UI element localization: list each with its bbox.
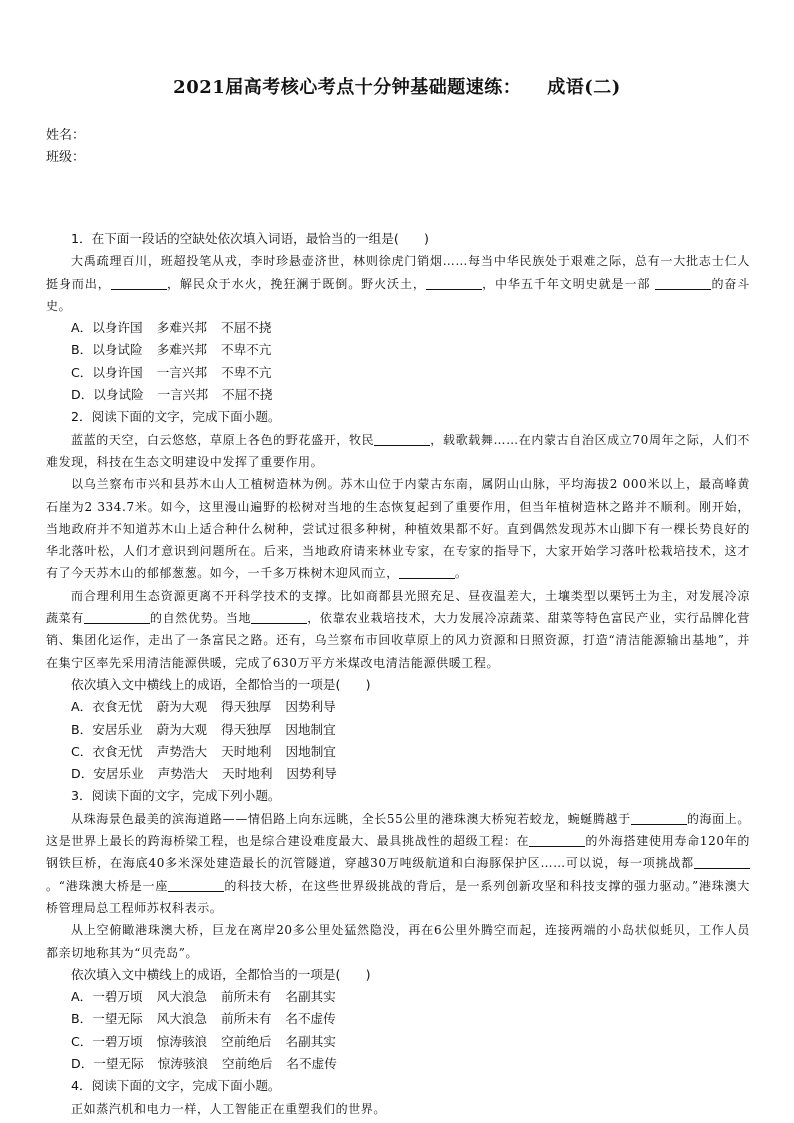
page-title <box>0 73 794 99</box>
answer-blank <box>399 564 455 579</box>
q1-text-d: 的奋斗史。 <box>46 276 750 313</box>
answer-blank <box>655 275 711 290</box>
question-content <box>46 228 750 1120</box>
answer-blank <box>111 275 167 290</box>
q1-option-d[interactable]: D．以身试险 一言兴邦 不屈不挠 <box>71 387 273 403</box>
q1-passage <box>46 250 750 317</box>
q2-option-a[interactable]: A．衣食无忧 蔚为大观 得天独厚 因势利导 <box>71 699 336 715</box>
q3-passage-1: 从珠海景色最美的滨海道路——情侣路上向东远眺，全长55公里的港珠澳大桥宛若蛟龙，蜿蜒腾越于 的海面上。这是世界上最长的跨海桥梁工程，也是综合建设难度最大、最具挑战性的超级工程：在 的外海搭建使用寿命120年的钢铁巨桥，在海底40多米深处建造最长的沉管隧道，穿越30万吨级航道和白海豚保护区……可以说，每一项挑战都。“港珠澳大桥是一座 的科技大桥，在这些世界级挑战的背后，是一系列创新攻坚和科技支撑的强力驱动。”港珠澳大桥管理局总工程师苏权科表示。 <box>46 811 751 915</box>
q2-stem: 2．阅读下面的文字，完成下面小题。 <box>71 409 281 425</box>
answer-blank <box>251 609 307 624</box>
answer-blank <box>426 275 482 290</box>
q3-option-c[interactable]: C．一碧万顷 惊涛骇浪 空前绝后 名副其实 <box>71 1033 336 1049</box>
q2-option-c[interactable]: C．衣食无忧 声势浩大 天时地利 因地制宜 <box>71 743 336 759</box>
q2-passage-3: 而合理利用生态资源更离不开科学技术的支撑。比如商都县光照充足、昼夜温差大，土壤类型以栗钙土为主，对发展冷凉蔬菜有 的自然优势。当地 ，依靠农业栽培技术，大力发展冷凉蔬菜、甜菜等特色富民产业，实行品牌化营销、集团化运作，走出了一条富民之路。还有，乌兰察布市回收草原上的风力资源和日照资源，打造“清洁能源输出基地”，并在集宁区率先采用清洁能源供暖，完成了630万平方米煤改电清洁能源供暖工程。 <box>46 588 750 670</box>
q3-option-a[interactable]: A．一碧万顷 风大浪急 前所未有 名副其实 <box>71 989 336 1005</box>
q1-option-b[interactable]: B．以身试险 多难兴邦 不卑不亢 <box>71 342 272 358</box>
answer-blank <box>374 431 430 446</box>
class-label: 班级： <box>46 150 86 165</box>
answer-blank <box>529 832 585 847</box>
q2-ask: 依次填入文中横线上的成语，全都恰当的一项是( ) <box>71 676 371 692</box>
q1-text-b: ，解民众于水火，挽狂澜于既倒。野火沃土， <box>166 276 426 291</box>
q2-passage-1: 蓝蓝的天空，白云悠悠，草原上各色的野花盛开，牧民 ，载歌载舞……在内蒙古自治区成立70周年之际，人们不难发现，科技在生态文明建设中发挥了重要作用。 <box>46 432 750 469</box>
q1-option-a[interactable]: A．以身许国 多难兴邦 不屈不挠 <box>71 320 272 336</box>
q2-option-d[interactable]: D．安居乐业 声势浩大 天时地利 因势利导 <box>71 766 337 782</box>
title-main: 2021届高考核心考点十分钟基础题速练： <box>173 77 522 98</box>
answer-blank <box>631 810 687 825</box>
answer-blank <box>84 609 150 624</box>
title-sub: 成语(二) <box>547 77 621 98</box>
q3-option-d[interactable]: D．一望无际 惊涛骇浪 空前绝后 名不虚传 <box>71 1055 337 1071</box>
q3-ask: 依次填入文中横线上的成语，全都恰当的一项是( ) <box>71 966 371 982</box>
q1-option-c[interactable]: C．以身许国 一言兴邦 不卑不亢 <box>71 364 272 380</box>
q3-passage-2: 从上空俯瞰港珠澳大桥，巨龙在离岸20多公里处猛然隐没，再在6公里外腾空而起，连接两端的小岛状似蚝贝，工作人员都亲切地称其为“贝壳岛”。 <box>46 923 750 960</box>
q1-stem: 1．在下面一段话的空缺处依次填入词语，最恰当的一组是( ) <box>71 231 429 246</box>
answer-blank <box>168 877 224 892</box>
q4-stem: 4．阅读下面的文字，完成下面小题。 <box>71 1078 281 1094</box>
answer-blank <box>694 854 750 869</box>
q2-option-b[interactable]: B．安居乐业 蔚为大观 得天独厚 因地制宜 <box>71 721 336 737</box>
name-label: 姓名： <box>46 128 86 143</box>
q1-text-c: ，中华五千年文明史就是一部 <box>481 276 651 291</box>
q3-option-b[interactable]: B．一望无际 风大浪急 前所未有 名不虚传 <box>71 1011 336 1027</box>
q3-stem: 3．阅读下面的文字，完成下列小题。 <box>71 788 281 804</box>
q2-passage-2: 以乌兰察布市兴和县苏木山人工植树造林为例。苏木山位于内蒙古东南，属阴山山脉，平均海拔2 000米以上，最高峰黄石崖为2 334.7米。如今，这里漫山遍野的松树对当地的生态恢复起到了重要作用，但当年植树造林之路并不顺利。刚开始，当地政府并不知道苏木山上适合种什么树种，尝试过很多种树，种植效果都不好。直到偶然发现苏木山脚下有一棵长势良好的华北落叶松，人们才意识到问题所在。后来，当地政府请来林业专家，在专家的指导下，大家开始学习落叶松栽培技术，这才有了今天苏木山的郁郁葱葱。如今，一千多万株树木迎风而立， 。 <box>46 477 750 581</box>
q4-passage-1: 正如蒸汽机和电力一样，人工智能正在重塑我们的世界。 <box>71 1101 387 1116</box>
q1-text-a: 大禹疏理百川，班超投笔从戎，李时珍悬壶济世，林则徐虎门销烟……每当中华民族处于艰难之际，总有一大批志士仁人挺身而出， <box>46 254 750 291</box>
